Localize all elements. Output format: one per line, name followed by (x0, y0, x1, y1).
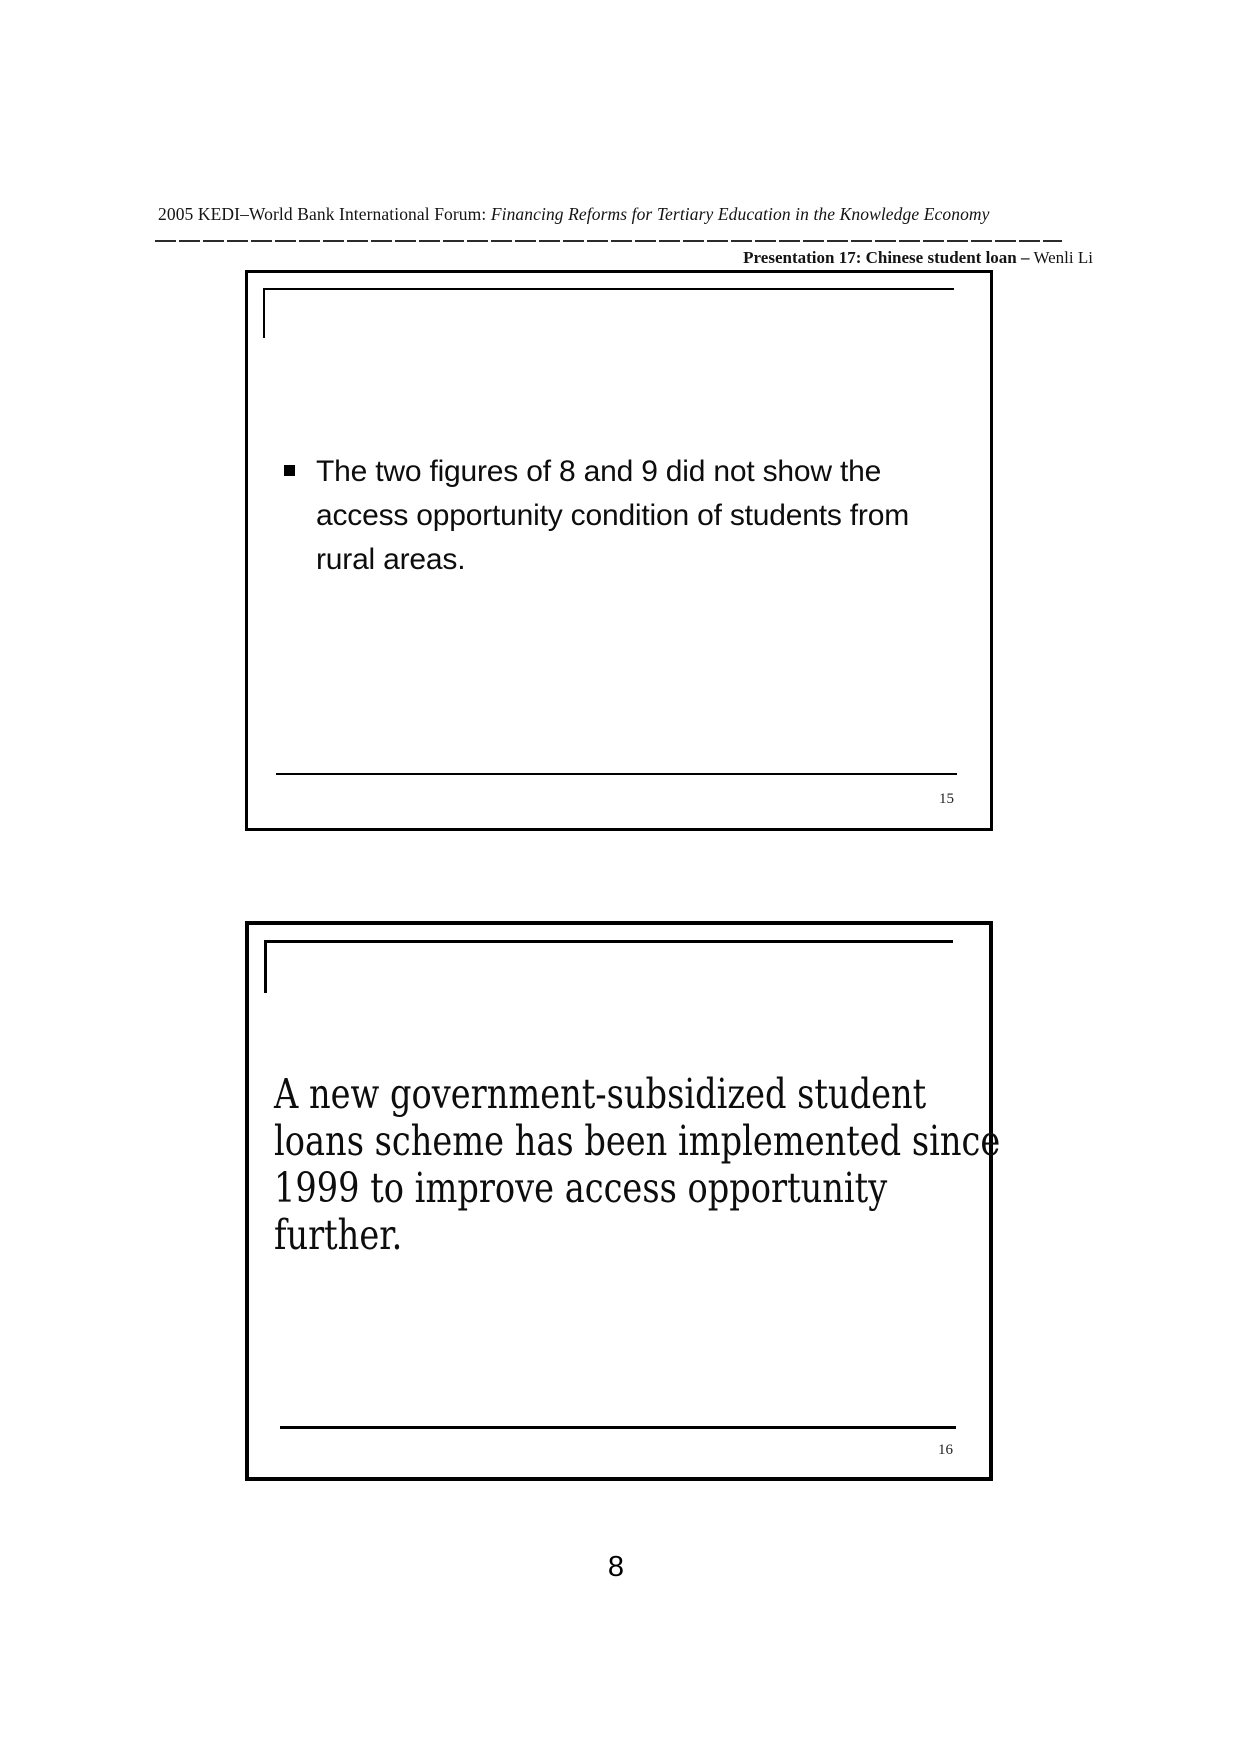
document-page-number: 8 (607, 1551, 625, 1583)
bullet-text-line: access opportunity condition of students from (316, 499, 909, 532)
body-text-line: 1999 to improve access opportunity (274, 1164, 888, 1212)
slide-page-number: 16 (938, 1442, 953, 1458)
slide-footer-rule (280, 1426, 956, 1429)
slide-footer-rule (276, 773, 957, 775)
body-text-line: A new government-subsidized student (274, 1070, 927, 1118)
slide-title-placeholder-corner (264, 940, 953, 993)
bullet-text-line: rural areas. (316, 543, 466, 576)
header-underscore-rule (155, 240, 1062, 242)
body-text-line: further. (274, 1211, 403, 1259)
bullet-text-line: The two figures of 8 and 9 did not show the (316, 455, 882, 488)
square-bullet-icon (284, 465, 295, 476)
bullet-text (316, 450, 909, 582)
presentation-caption (743, 248, 1093, 268)
presentation-caption-title: Presentation 17: Chinese student loan – (743, 248, 1030, 267)
slide-frame-15 (245, 270, 993, 831)
slide-body-text (274, 1071, 1000, 1259)
forum-title-italic: Financing Reforms for Tertiary Education in the Knowledge Economy (490, 204, 990, 224)
presentation-caption-author: Wenli Li (1033, 248, 1093, 267)
slide-frame-16 (245, 921, 1001, 1481)
slide-page-number: 15 (939, 791, 954, 807)
forum-title-plain: 2005 KEDI–World Bank International Forum: (158, 204, 487, 224)
bullet-item (284, 450, 984, 582)
body-text-line: loans scheme has been implemented since (274, 1117, 1001, 1165)
header-forum-title (158, 204, 990, 225)
slide-title-placeholder-corner (263, 288, 954, 338)
